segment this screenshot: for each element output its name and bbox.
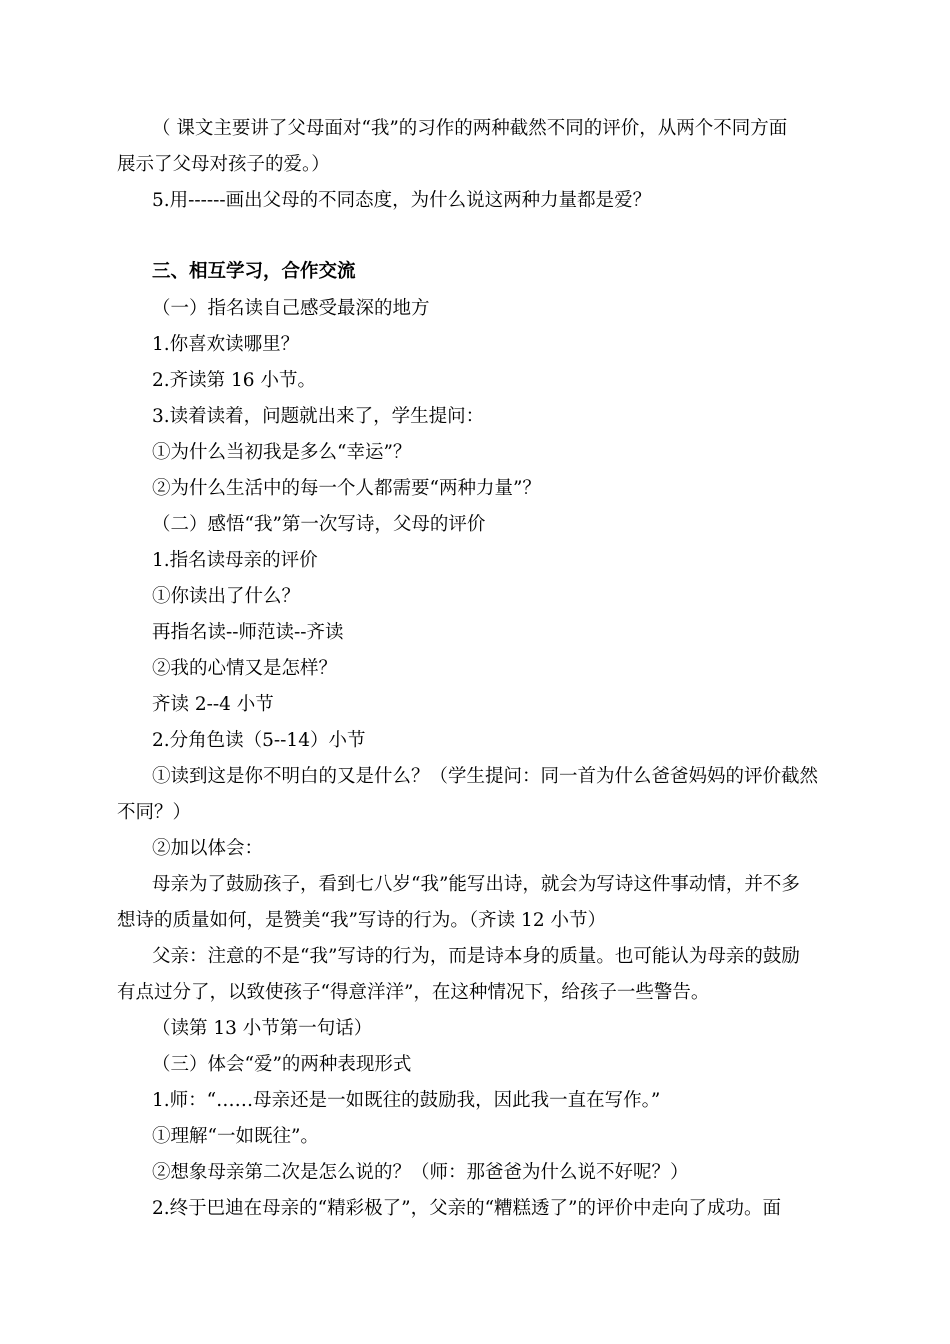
list-item: 再指名读--师范读--齐读 — [152, 622, 344, 643]
list-item: ②我的心情又是怎样？ — [152, 658, 338, 679]
read-instruction: （读第 13 小节第一句话） — [152, 1018, 373, 1039]
subsection-2-title: （二）感悟“我”第一次写诗，父母的评价 — [152, 514, 486, 535]
list-item: 3.读着读着，问题就出来了，学生提问： — [152, 406, 485, 427]
subsection-1-title: （一）指名读自己感受最深的地方 — [152, 298, 430, 319]
list-item: ②加以体会： — [152, 838, 264, 859]
mother-paragraph-line-2: 想诗的质量如何，是赞美“我”写诗的行为。（齐读 12 小节） — [117, 910, 606, 931]
subsection-3-title: （三）体会“爱”的两种表现形式 — [152, 1054, 412, 1075]
list-item: 2.分角色读（5--14）小节 — [152, 730, 366, 751]
question-5: 5.用------画出父母的不同态度，为什么说这两种力量都是爱？ — [152, 190, 652, 211]
father-paragraph-line-1: 父亲：注意的不是“我”写诗的行为，而是诗本身的质量。也可能认为母亲的鼓励 — [152, 946, 800, 967]
list-item: ②想象母亲第二次是怎么说的？（师：那爸爸为什么说不好呢？） — [152, 1162, 689, 1183]
list-item: 1.指名读母亲的评价 — [152, 550, 318, 571]
list-item: ①理解“一如既往”。 — [152, 1126, 319, 1147]
list-item: 2.终于巴迪在母亲的“精彩极了”，父亲的“糟糕透了”的评价中走向了成功。面 — [152, 1198, 781, 1219]
list-item-line-2: 不同？） — [117, 802, 192, 823]
summary-line-1: （ 课文主要讲了父母面对“我”的习作的两种截然不同的评价，从两个不同方面 — [152, 118, 788, 139]
list-item: ①你读出了什么？ — [152, 586, 301, 607]
list-item: 1.你喜欢读哪里？ — [152, 334, 300, 355]
list-item: 齐读 2--4 小节 — [152, 694, 274, 715]
list-item: ①为什么当初我是多么“幸运”？ — [152, 442, 412, 463]
list-item-line-1: ①读到这是你不明白的又是什么？（学生提问：同一首为什么爸爸妈妈的评价截然 — [152, 766, 819, 787]
list-item: 1.师：“……母亲还是一如既往的鼓励我，因此我一直在写作。” — [152, 1090, 661, 1111]
section-heading-3: 三、相互学习，合作交流 — [152, 261, 356, 282]
summary-line-2: 展示了父母对孩子的爱。） — [117, 154, 330, 175]
father-paragraph-line-2: 有点过分了，以致使孩子“得意洋洋”，在这种情况下，给孩子一些警告。 — [117, 982, 710, 1003]
list-item: ②为什么生活中的每一个人都需要“两种力量”？ — [152, 478, 541, 499]
mother-paragraph-line-1: 母亲为了鼓励孩子，看到七八岁“我”能写出诗，就会为写诗这件事动情，并不多 — [152, 874, 800, 895]
list-item: 2.齐读第 16 小节。 — [152, 370, 316, 391]
